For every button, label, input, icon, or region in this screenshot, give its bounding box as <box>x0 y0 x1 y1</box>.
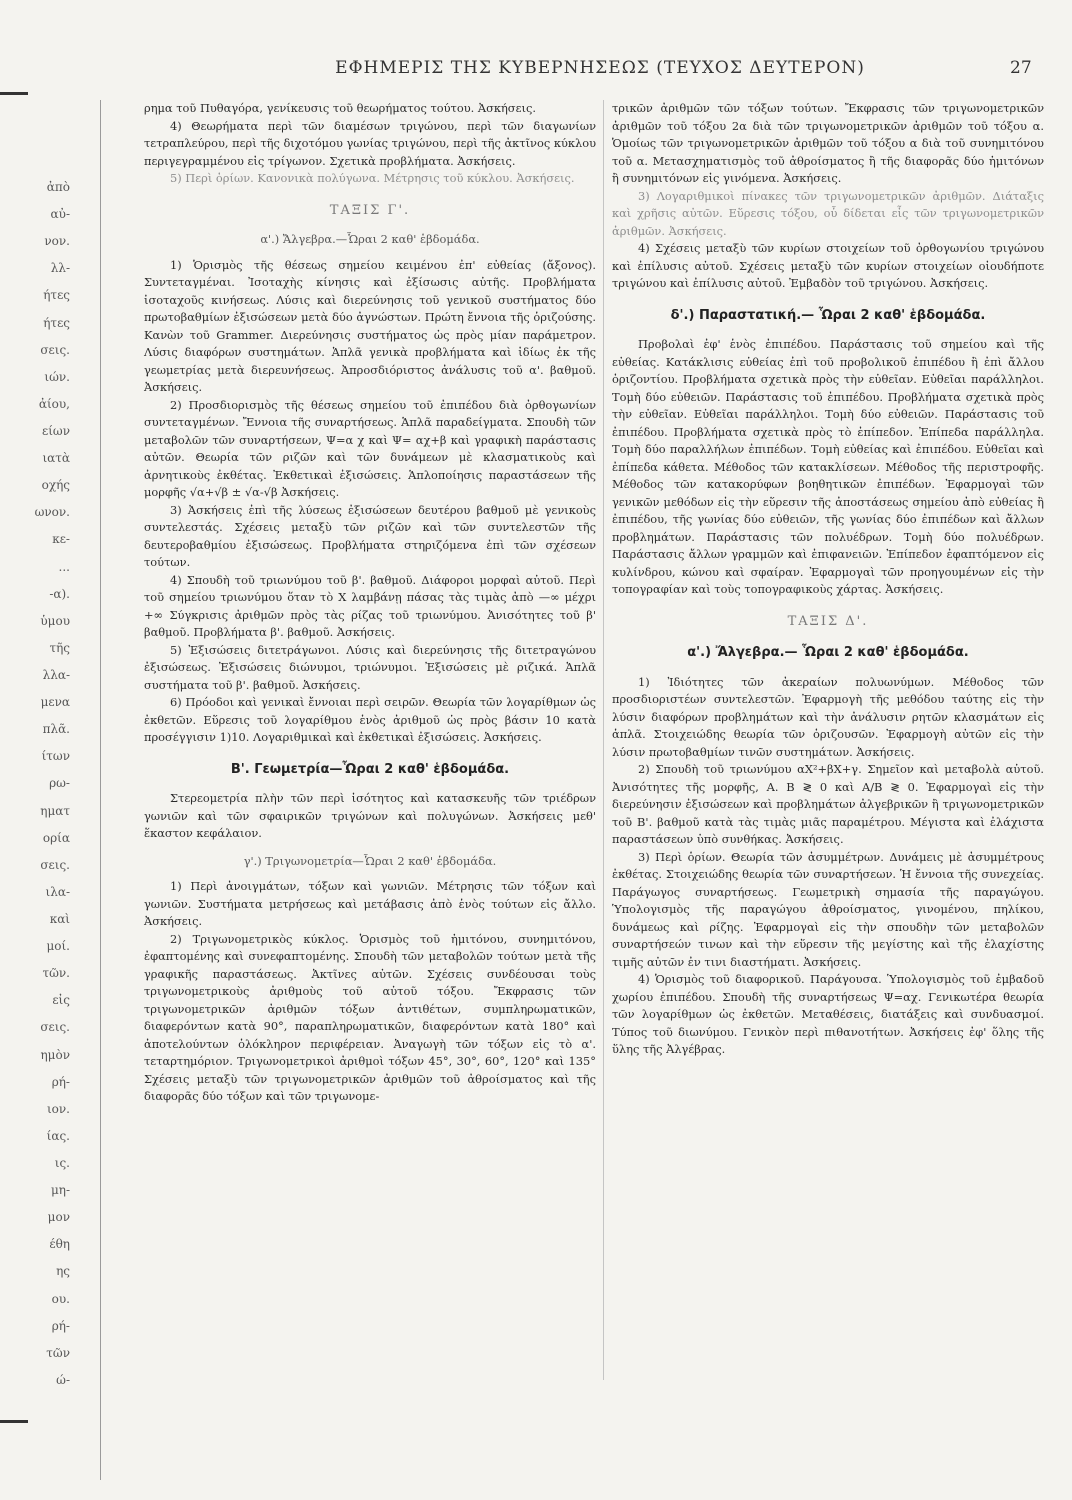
margin-fragment: μοί. <box>46 939 70 954</box>
paragraph: Στερεομετρία πλὴν τῶν περὶ ἰσότητος καὶ κατασκευῆς τῶν τριέδρων γωνιῶν καὶ τῶν σφαιρικῶν τριγώνων καὶ πολυγώνων. Ἀσκήσεις μεθ' ἕκαστον κεφάλαιον. <box>144 791 596 840</box>
paragraph: Προβολαὶ ἐφ' ἑνὸς ἐπιπέδου. Παράστασις τοῦ σημείου καὶ τῆς εὐθείας. Κατάκλισις εὐθείας ἐπὶ τοῦ προβολικοῦ ἐπιπέδου ἢ ἐπὶ ἄλλου ὁριζοντίου. Προβλήματα σχετικὰ πρὸς τὴν εὐθεῖαν. Εὐθεῖαι παράλληλοι. Τομὴ δύο εὐθειῶν. Παράστασις τοῦ ἐπιπέδου. Προβλήματα σχετικὰ πρὸς τὴν εὐθεῖαν. Εὐθεῖαι παράλληλοι. Τομὴ δύο εὐθειῶν. Παράστασις τοῦ ἐπιπέδου. Προβλήματα σχετικὰ πρὸς τὸ ἐπίπεδον. Ἐπίπεδα παράλληλα. Τομὴ δύο παραλλήλων ἐπιπέδων. Τομὴ εὐθείας καὶ ἐπιπέδου. Εὐθεῖαι καὶ ἐπίπεδα κάθετα. Μέθοδος τῶν κατακλίσεων. Μέθοδος τῆς περιστροφῆς. Μέθοδος τῶν κατακορύφων βοηθητικῶν ἐπιπέδων. Ἐφαρμογαὶ τῶν γενικῶν μεθόδων εἰς τὴν εὕρεσιν τῆς ἀποστάσεως σημείου ἀπὸ εὐθείας ἢ ἐπιπέδου, τῆς γωνίας δύο εὐθειῶν, τῆς γωνίας δύο ἐπιπέδων καὶ ἄλλων προβλημάτων. Παράστασις τῶν πολυέδρων. Τομὴ δύο πολυέδρων. Παράστασις ἄλλων γραμμῶν καὶ ἐπιφανειῶν. Ἐπίπεδον ἐφαπτόμενον εἰς κυλίνδρου, κώνου καὶ σφαίραν. Ἐφαρμογαὶ τῶν προηγουμένων εἰς τὴν τοπογραφίαν καὶ τοὺς τοπογραφικοὺς χάρτας. Ἀσκήσεις. <box>612 337 1044 596</box>
margin-fragment: λλα- <box>42 668 70 682</box>
paragraph: 1) Ὁρισμὸς τῆς θέσεως σημείου κειμένου ἐπ' εὐθείας (ἄξονος). Συντεταγμέναι. Ἰσοταχὴς κίνησις καὶ ἐξίσωσις αὐτῆς. Προβλήματα ἰσοταχοῦς κινήσεως. Λύσις καὶ διερεύνησις τοῦ γενικοῦ συστήματος δύο πρωτοβαθμίων ἐξισώσεων μετὰ δύο ἀγνώστων. Πρώτη ἔννοια τῆς ὁριζούσης. Κανὼν τοῦ Grammer. Διερεύνησις συστήματος ὡς πρὸς μίαν παράμετρον. Λύσις διαφόρων συστημάτων. Ἁπλᾶ γενικὰ προβλήματα καὶ ἰδίως ἐκ τῆς γεωμετρίας μετὰ διερευνήσεως. Ἀπροσδιόριστος ἀνάλυσις τοῦ α'. βαθμοῦ. Ἀσκήσεις. <box>144 257 596 394</box>
paragraph: 4) Θεωρήματα περὶ τῶν διαμέσων τριγώνου, περὶ τῶν διαγωνίων τετραπλεύρου, περὶ τῆς διχοτόμου γωνίας τριγώνου, περὶ τῆς ἀκτῖνος κύκλου περιγεγραμμένου εἰς τρίγωνον. Σχετικὰ προβλήματα. Ἀσκήσεις. <box>144 118 596 168</box>
left-column <box>144 100 596 1106</box>
margin-fragment: ήτες <box>43 288 70 303</box>
margin-fragment: λλ- <box>50 261 70 276</box>
margin-fragment: σεις. <box>40 1020 70 1035</box>
paragraph: 3) Περὶ ὁρίων. Θεωρία τῶν ἀσυμμέτρων. Δυνάμεις μὲ ἀσυμμέτρους ἐκθέτας. Στοιχειώδης θεωρία τῶν συναρτήσεων. Ἡ ἔννοια τῆς συνεχείας. Παράγωγος συναρτήσεως. Γεωμετρικὴ σημασία τῆς παραγώγου. Ὑπολογισμὸς τῆς παραγώγου ἀθροίσματος, γινομένου, πηλίκου, δυνάμεως καὶ ρίζης. Ἐφαρμογαὶ εἰς τὴν σπουδὴν τῶν μεταβολῶν συναρτήσεών τινων καὶ τὴν εὕρεσιν τῆς μεγίστης καὶ τῆς ἐλαχίστης τιμῆς αὐτῶν ἐν τινι διαστήματι. Ἀσκήσεις. <box>612 849 1044 969</box>
margin-fragment: ης <box>56 1264 70 1279</box>
margin-fragment: εἰς <box>52 993 70 1008</box>
margin-fragment: μον <box>47 1210 70 1225</box>
margin-fragment: μη- <box>50 1183 70 1198</box>
margin-fragment: ιλα- <box>45 884 70 899</box>
margin-fragment: ου. <box>51 1291 70 1306</box>
margin-rule <box>0 92 28 95</box>
page-edge-line <box>100 100 101 1480</box>
margin-fragment: ἀίου, <box>38 396 70 411</box>
margin-fragment: ορία <box>42 830 70 845</box>
paragraph: 5) Ἐξισώσεις διτετράγωνοι. Λύσις καὶ διερεύνησις τῆς διτετραγώνου ἐξισώσεως. Ἐξισώσεις διώνυμοι, τριώνυμοι. Ἐξισώσεις μὲ ριζικά. Ἁπλᾶ συστήματα τοῦ β'. βαθμοῦ. Ἀσκήσεις. <box>144 642 596 692</box>
margin-fragment: ηματ <box>40 803 70 818</box>
margin-fragment: αὐ- <box>50 207 70 222</box>
paragraph: 1) Περὶ ἀνοιγμάτων, τόξων καὶ γωνιῶν. Μέτρησις τῶν τόξων καὶ γωνιῶν. Συστήματα μετρήσεως καὶ μετάβασις ἀπὸ ἑνὸς τούτων εἰς ἄλλο. Ἀσκήσεις. <box>144 879 596 928</box>
margin-fragment: ρή- <box>51 1318 70 1333</box>
margin-fragment: ώ- <box>56 1372 70 1387</box>
margin-fragment: ημὸν <box>40 1047 70 1062</box>
subsection-heading-trigonometry: γ'.) Τριγωνομετρία—Ὧραι 2 καθ' ἑβδομάδα. <box>243 853 497 868</box>
margin-fragment: ιον. <box>46 1101 70 1116</box>
column-divider <box>603 100 604 1380</box>
margin-fragment: ήτες <box>43 315 70 330</box>
page-header-title: ΕΦΗΜΕΡΙΣ ΤΗΣ ΚΥΒΕΡΝΗΣΕΩΣ (ΤΕΥΧΟΣ ΔΕΥΤΕΡΟΝ) <box>335 58 865 78</box>
paragraph: τρικῶν ἀριθμῶν τῶν τόξων τούτων. Ἔκφρασις τῶν τριγωνομετρικῶν ἀριθμῶν τοῦ τόξου 2α διὰ τῶν τριγωνομετρικῶν ἀριθμῶν τοῦ τόξου α. Ὁμοίως τῶν τριγωνομετρικῶν ἀριθμῶν τοῦ τόξου α διὰ τοῦ συνημιτόνου τοῦ α. Μετασχηματισμὸς τοῦ ἀθροίσματος ἢ τῆς διαφορᾶς δύο ἡμιτόνων ἢ συνημιτόνων εἰς γινόμενα. Ἀσκήσεις. <box>612 101 1044 185</box>
margin-fragment: σεις. <box>40 342 70 357</box>
paragraph: 6) Πρόοδοι καὶ γενικαὶ ἔννοιαι περὶ σειρῶν. Θεωρία τῶν λογαρίθμων ὡς ἐκθετῶν. Εὕρεσις τοῦ λογαρίθμου ἑνὸς ἀριθμοῦ ὡς πρὸς βάσιν 10 κατὰ προσέγγισιν 1)10. Λογαριθμικαὶ καὶ ἐκθετικαὶ ἐξισώσεις. Ἀσκήσεις. <box>144 695 596 744</box>
section-heading-taxis-d: ΤΑΞΙΣ Δ'. <box>787 613 869 629</box>
margin-fragment: ὑμου <box>40 613 70 628</box>
margin-fragment: είων <box>41 424 70 438</box>
margin-fragment: οχής <box>41 478 70 493</box>
margin-fragment: μενα <box>40 695 70 710</box>
margin-fragment: ... <box>58 559 70 574</box>
margin-fragment: τῆς <box>49 640 70 655</box>
margin-fragment: καὶ <box>49 912 70 926</box>
section-heading-geometry: Β'. Γεωμετρία—Ὧραι 2 καθ' ἑβδομάδα. <box>230 761 510 777</box>
paragraph: 2) Προσδιορισμὸς τῆς θέσεως σημείου τοῦ ἐπιπέδου διὰ ὀρθογωνίων συντεταγμένων. Ἔννοια τῆς συναρτήσεως. Ἁπλᾶ παραδείγματα. Σπουδὴ τῶν μεταβολῶν τῶν συναρτήσεων, Ψ=α χ καὶ Ψ= αχ+β καὶ γραφικὴ παράστασις αὐτῶν. Θεωρία τῶν ριζῶν καὶ τῶν δυνάμεων μὲ κλασματικοὺς καὶ ἀρνητικοὺς ἐκθέτας. Ἐκθετικαὶ ἐξισώσεις. Ἁπλοποίησις παραστάσεων τῆς μορφῆς √α+√β ± √α-√β Ἀσκήσεις. <box>144 397 596 499</box>
paragraph: 2) Σπουδὴ τοῦ τριωνύμου αΧ²+βΧ+γ. Σημεῖον καὶ μεταβολὰ αὐτοῦ. Ἀνισότητες τῆς μορφῆς, Α. Β ≷ 0 καὶ Α/Β ≷ 0. Ἐφαρμογαὶ εἰς τὴν διερεύνησιν ἐξισώσεων καὶ προβλημάτων ἀλγεβρικῶν ἢ τριγωνομετρικῶν τοῦ Β'. βαθμοῦ κατὰ τὰς τιμὰς μιᾶς παραμέτρου. Μέγιστα καὶ ἐλάχιστα παραστάσεων ὑπὸ συνθήκας. Ἀσκήσεις. <box>612 762 1044 846</box>
margin-fragment: -α). <box>49 586 70 601</box>
margin-fragment: ἀπὸ <box>46 180 70 194</box>
section-heading-taxis-g: ΤΑΞΙΣ Γ'. <box>329 202 411 218</box>
margin-fragment: ωνον. <box>34 505 70 520</box>
margin-fragment: ίας. <box>46 1128 70 1143</box>
margin-rule <box>0 1420 28 1423</box>
margin-fragment: ρή- <box>51 1074 70 1089</box>
margin-fragment: πλᾶ. <box>42 722 70 737</box>
margin-fragment: ίτων <box>41 749 70 764</box>
right-column <box>612 100 1044 1059</box>
paragraph: 4) Σχέσεις μεταξὺ τῶν κυρίων στοιχείων τοῦ ὀρθογωνίου τριγώνου καὶ ἐπίλυσις αὐτοῦ. Σχέσεις μεταξὺ τῶν κυρίων στοιχείων οἱουδήποτε τριγώνου καὶ ἐπίλυσις αὐτοῦ. Ἐμβαδὸν τοῦ τριγώνου. Ἀσκήσεις. <box>612 241 1044 290</box>
margin-fragment: ιατὰ <box>42 451 70 466</box>
paragraph: 2) Τριγωνομετρικὸς κύκλος. Ὁρισμὸς τοῦ ἡμιτόνου, συνημιτόνου, ἐφαπτομένης καὶ συνεφαπτομένης. Σπουδὴ τῶν μεταβολῶν τούτων μετὰ τῆς γραφικῆς παραστάσεως. Ἀκτῖνες αὐτῶν. Σχέσεις συνδέουσαι τοὺς τριγωνομετρικοὺς ἀριθμοὺς τοῦ αὐτοῦ τόξου. Ἔκφρασις τῶν τριγωνομετρικῶν ἀριθμῶν τόξων ἀντιθέτων, συμπληρωματικῶν, διαφερόντων κατὰ 90°, παραπληρωματικῶν, διαφερόντων κατὰ 180° καὶ ἀποτελούντων ὁλόκληρον περιφέρειαν. Ἀναγωγὴ τῶν τόξων εἰς τὸ α'. τεταρτημόριον. Τριγωνομετρικοὶ ἀριθμοὶ τόξων 45°, 30°, 60°, 120° καὶ 135° Σχέσεις μεταξὺ τῶν τριγωνομετρικῶν ἀριθμῶν τοῦ ἀθροίσματος καὶ τῆς διαφορᾶς δύο τόξων καὶ τῶν τριγωνομε- <box>144 931 596 1103</box>
paragraph: 3) Λογαριθμικοὶ πίνακες τῶν τριγωνομετρικῶν ἀριθμῶν. Διάταξις καὶ χρῆσις αὐτῶν. Εὕρεσις τόξου, οὗ δίδεται εἷς τῶν τριγωνομετρικῶν ἀριθμῶν. Ἀσκήσεις. <box>612 188 1044 238</box>
section-heading-parastatiki: δ'.) Παραστατική.— Ὧραι 2 καθ' ἑβδομάδα. <box>670 307 986 323</box>
margin-fragment: ις. <box>54 1156 70 1170</box>
margin-fragment: ρω- <box>49 776 70 791</box>
margin-fragment: σεις. <box>40 857 70 872</box>
paragraph: 4) Ὁρισμὸς τοῦ διαφορικοῦ. Παράγουσα. Ὑπολογισμὸς τοῦ ἐμβαδοῦ χωρίου ἐπιπέδου. Σπουδὴ τῆς συναρτήσεως Ψ=αχ. Γενικωτέρα θεωρία τῶν λογαρίθμων ὡς ἐκθετῶν. Μεταθέσεις, διατάξεις καὶ συνδυασμοί. Τύπος τοῦ διωνύμου. Γενικὸν περὶ πιθανοτήτων. Ἀσκήσεις ἐφ' ὅλης τῆς ὕλης τῆς Ἀλγέβρας. <box>612 972 1044 1056</box>
margin-fragment: ιών. <box>44 369 70 384</box>
paragraph: 5) Περὶ ὁρίων. Κανονικὰ πολύγωνα. Μέτρησις τοῦ κύκλου. Ἀσκήσεις. <box>170 171 575 185</box>
paragraph: ρημα τοῦ Πυθαγόρα, γενίκευσις τοῦ θεωρήματος τούτου. Ἀσκήσεις. <box>144 101 536 115</box>
previous-page-margin <box>0 0 88 1500</box>
paragraph: 4) Σπουδὴ τοῦ τριωνύμου τοῦ β'. βαθμοῦ. Διάφοροι μορφαὶ αὐτοῦ. Περὶ τοῦ σημείου τριωνύμου ὅταν τὸ Χ λαμβάνῃ πάσας τὰς τιμὰς ἀπὸ —∞ μέχρι +∞ Σύγκρισις ἀριθμῶν πρὸς τὰς ρίζας τοῦ τριωνύμου. Ἀνισότητες τοῦ β' βαθμοῦ. Προβλήματα β'. βαθμοῦ. Ἀσκήσεις. <box>144 572 596 639</box>
paragraph: 3) Ἀσκήσεις ἐπὶ τῆς λύσεως ἐξισώσεων δευτέρου βαθμοῦ μὲ γενικοὺς συντελεστάς. Σχέσεις μεταξὺ τῶν ριζῶν καὶ τῶν συντελεστῶν τῆς δευτεροβαθμίου ἐξισώσεως. Προβλήματα στηριζόμενα ἐπὶ τῶν σχέσεων τούτων. <box>144 502 596 569</box>
page-number: 27 <box>1010 58 1032 78</box>
margin-fragment: έθη <box>49 1237 70 1252</box>
paragraph: 1) Ἰδιότητες τῶν ἀκεραίων πολυωνύμων. Μέθοδος τῶν προσδιοριστέων συντελεστῶν. Ἐφαρμογὴ τῆς μεθόδου ταύτης εἰς τὴν λύσιν διαφόρων προβλημάτων καὶ τὴν ἀνάλυσιν ρητῶν κλασμάτων εἰς ἁπλᾶ. Στοιχειώδης θεωρία τῶν ὁριζουσῶν. Ἐφαρμογὴ αὐτῶν εἰς τὴν λύσιν πρωτοβαθμίων τινῶν συστημάτων. Ἀσκήσεις. <box>612 674 1044 759</box>
margin-fragment: τῶν <box>46 1345 70 1360</box>
subsection-heading-algebra: α'.) Ἄλγεβρα.—Ὧραι 2 καθ' ἑβδομάδα. <box>260 232 480 246</box>
margin-fragment: νον. <box>44 234 70 249</box>
margin-fragment: κε- <box>52 532 70 547</box>
margin-fragment: τῶν. <box>42 966 70 981</box>
section-heading-algebra-d: α'.) Ἄλγεβρα.— Ὧραι 2 καθ' ἑβδομάδα. <box>687 645 969 660</box>
